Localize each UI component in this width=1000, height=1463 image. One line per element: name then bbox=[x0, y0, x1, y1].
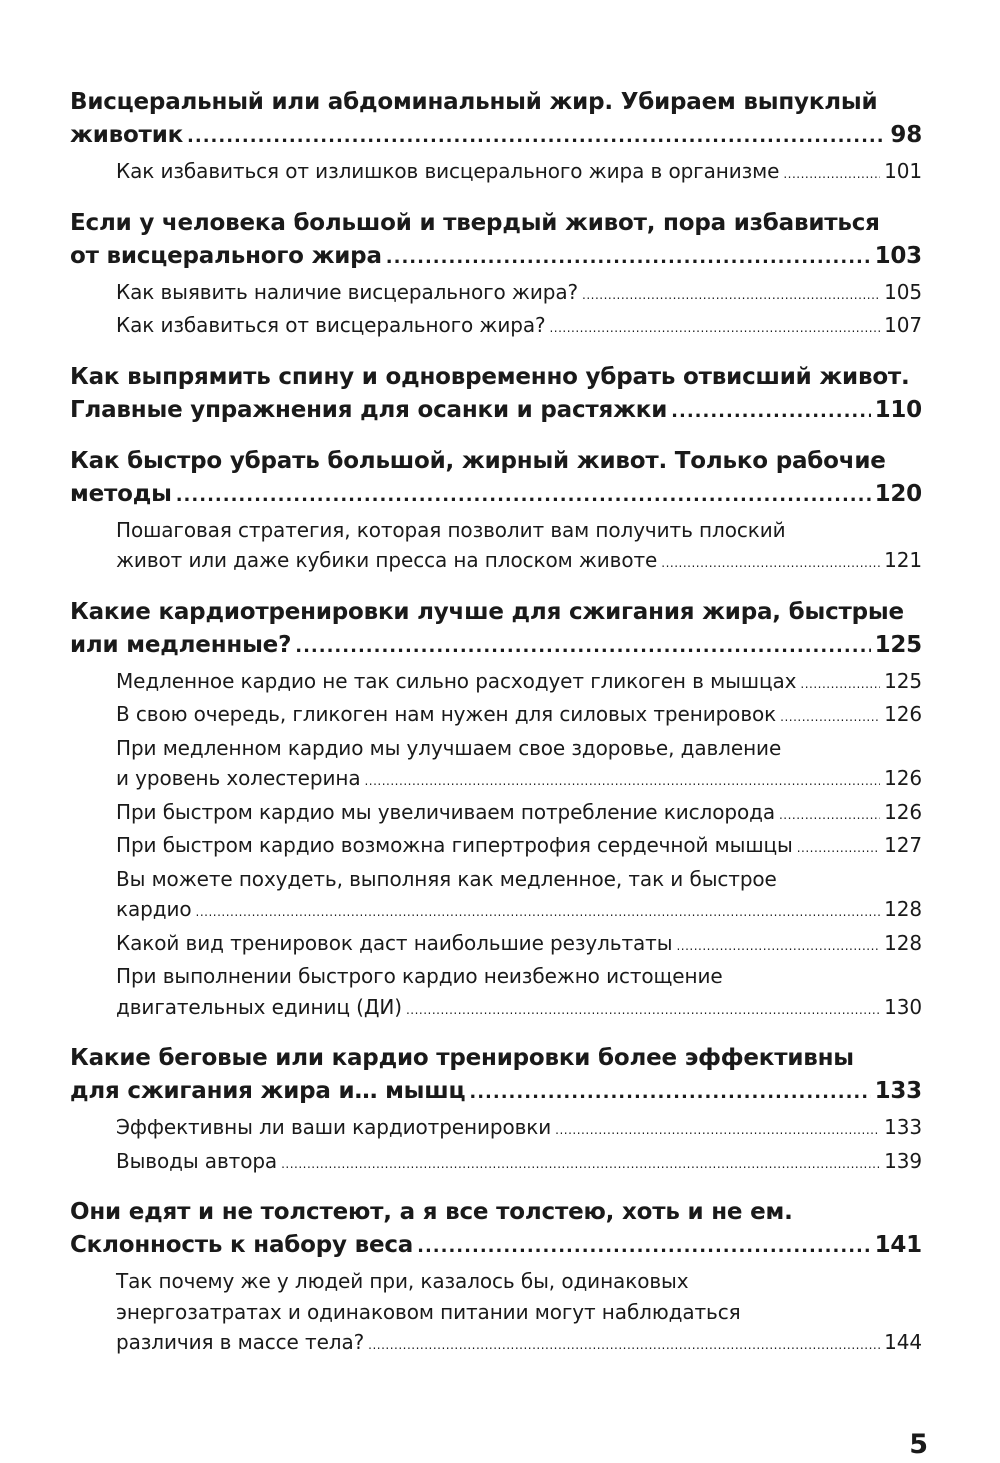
table-of-contents bbox=[70, 86, 922, 1378]
dot-leader bbox=[406, 995, 880, 1026]
dot-leader bbox=[797, 833, 880, 864]
entry-leader-line bbox=[116, 1146, 922, 1180]
toc-chapter bbox=[70, 207, 922, 344]
entry-leader-line bbox=[70, 240, 922, 274]
dot-leader bbox=[779, 800, 880, 831]
entry-title-line: живот или даже кубики пресса на плоском животе bbox=[116, 548, 658, 572]
entry-title-line: При быстром кардио возможна гипертрофия сердечной мышцы bbox=[116, 833, 793, 857]
entry-title-line: При быстром кардио мы увеличиваем потребление кислорода bbox=[116, 799, 775, 824]
entry-title-line: для сжигания жира и… мышц bbox=[70, 1078, 466, 1104]
entry-title-line: Если у человека большой и твердый живот, пора избавиться bbox=[70, 209, 880, 236]
entry-leader-line bbox=[116, 310, 922, 344]
section-entry bbox=[116, 699, 922, 733]
section-entry bbox=[116, 666, 922, 700]
dot-leader bbox=[469, 1076, 870, 1109]
entry-page-number: 126 bbox=[884, 702, 922, 726]
chapter-heading bbox=[70, 596, 922, 663]
entry-title-line: Эффективны ли ваши кардиотренировки bbox=[116, 1115, 552, 1139]
dot-leader bbox=[555, 1115, 880, 1146]
entry-leader-line bbox=[116, 830, 922, 864]
dot-leader bbox=[800, 669, 880, 700]
section-entry bbox=[116, 830, 922, 864]
entry-title-line: Так почему же у людей при, казалось бы, одинаковых bbox=[116, 1269, 689, 1293]
entry-page-number: 103 bbox=[874, 242, 922, 269]
entry-title-line: Вы можете похудеть, выполняя как медленное, так и быстрое bbox=[116, 866, 777, 891]
entry-page-number: 107 bbox=[884, 313, 922, 337]
entry-title-line: Пошаговая стратегия, которая позволит вам получить плоский bbox=[116, 517, 786, 542]
entry-title-line: Какие кардиотренировки лучше для сжигания жира, быстрые bbox=[70, 598, 904, 625]
dot-leader bbox=[368, 1330, 880, 1361]
chapter-heading bbox=[70, 445, 922, 512]
dot-leader bbox=[417, 1230, 870, 1263]
entry-leader-line bbox=[70, 394, 922, 428]
entry-leader-line bbox=[116, 1327, 922, 1361]
toc-chapter bbox=[70, 361, 922, 428]
dot-leader bbox=[386, 241, 871, 274]
entry-page-number: 120 bbox=[874, 480, 922, 507]
dot-leader bbox=[176, 479, 871, 512]
section-entry bbox=[116, 1266, 922, 1361]
entry-title-line: Они едят и не толстеют, а я все толстею, хоть и не ем. bbox=[70, 1199, 793, 1225]
entry-leader-line bbox=[116, 797, 922, 831]
entry-title-line: кардио bbox=[116, 897, 192, 921]
entry-title-line: Как быстро убрать большой, жирный живот. Только рабочие bbox=[70, 447, 886, 474]
entry-page-number: 139 bbox=[884, 1148, 922, 1173]
entry-page-number: 127 bbox=[884, 833, 922, 857]
entry-title-line: Как выявить наличие висцерального жира? bbox=[116, 279, 578, 304]
entry-title-line: Медленное кардио не так сильно расходует гликоген в мышцах bbox=[116, 668, 797, 693]
dot-leader bbox=[671, 395, 870, 428]
entry-title-line: Склонность к набору веса bbox=[70, 1232, 414, 1258]
entry-leader-line bbox=[70, 478, 922, 512]
toc-chapter bbox=[70, 1196, 922, 1361]
dot-leader bbox=[582, 280, 880, 311]
entry-page-number: 125 bbox=[884, 668, 922, 693]
section-entry bbox=[116, 310, 922, 344]
entry-title-line: или медленные? bbox=[70, 631, 292, 658]
dot-leader bbox=[661, 548, 880, 579]
entry-title-line: от висцерального жира bbox=[70, 242, 382, 269]
entry-page-number: 126 bbox=[884, 766, 922, 790]
dot-leader bbox=[295, 630, 870, 663]
toc-chapter bbox=[70, 596, 922, 1026]
entry-page-number: 141 bbox=[874, 1232, 922, 1258]
entry-leader-line bbox=[116, 1112, 922, 1146]
entry-leader-line bbox=[116, 156, 922, 190]
entry-leader-line bbox=[70, 629, 922, 663]
entry-page-number: 125 bbox=[874, 631, 922, 658]
page-number: 5 bbox=[909, 1429, 928, 1460]
entry-leader-line bbox=[116, 763, 922, 797]
entry-leader-line bbox=[116, 699, 922, 733]
entry-leader-line bbox=[116, 992, 922, 1026]
entry-page-number: 110 bbox=[874, 396, 922, 423]
entry-title-line: Какие беговые или кардио тренировки более эффективны bbox=[70, 1045, 854, 1071]
entry-title-line: Какой вид тренировок даст наибольшие результаты bbox=[116, 930, 673, 955]
dot-leader bbox=[676, 931, 880, 962]
chapter-heading bbox=[70, 86, 922, 153]
section-entry bbox=[116, 1146, 922, 1180]
entry-title-line: методы bbox=[70, 480, 172, 507]
chapter-heading bbox=[70, 207, 922, 274]
toc-chapter bbox=[70, 86, 922, 190]
entry-title-line: Как избавиться от излишков висцерального жира в организме bbox=[116, 159, 780, 183]
entry-title-line: животик bbox=[70, 122, 184, 148]
entry-title-line: В свою очередь, гликоген нам нужен для силовых тренировок bbox=[116, 702, 777, 726]
entry-page-number: 101 bbox=[884, 159, 922, 183]
entry-page-number: 130 bbox=[884, 994, 922, 1019]
dot-leader bbox=[549, 313, 880, 344]
entry-title-line: энергозатратах и одинаковом питании могут наблюдаться bbox=[116, 1299, 741, 1324]
entry-title-line: Выводы автора bbox=[116, 1148, 278, 1173]
entry-title-line: и уровень холестерина bbox=[116, 766, 361, 790]
entry-leader-line bbox=[70, 1075, 922, 1109]
entry-leader-line bbox=[116, 894, 922, 928]
section-entry bbox=[116, 515, 922, 579]
entry-page-number: 98 bbox=[890, 122, 922, 148]
entry-leader-line bbox=[116, 928, 922, 962]
entry-leader-line bbox=[70, 119, 922, 153]
section-entry bbox=[116, 277, 922, 311]
entry-leader-line bbox=[116, 545, 922, 579]
chapter-heading bbox=[70, 1042, 922, 1109]
toc-chapter bbox=[70, 445, 922, 579]
dot-leader bbox=[187, 120, 886, 153]
entry-title-line: Как избавиться от висцерального жира? bbox=[116, 313, 546, 337]
dot-leader bbox=[780, 702, 880, 733]
dot-leader bbox=[783, 159, 880, 190]
entry-page-number: 133 bbox=[884, 1115, 922, 1139]
section-entry bbox=[116, 733, 922, 797]
entry-title-line: При медленном кардио мы улучшаем свое здоровье, давление bbox=[116, 735, 782, 760]
entry-page-number: 144 bbox=[884, 1330, 922, 1354]
chapter-heading bbox=[70, 361, 922, 428]
section-entry bbox=[116, 156, 922, 190]
entry-page-number: 105 bbox=[884, 279, 922, 304]
entry-title-line: Висцеральный или абдоминальный жир. Убираем выпуклый bbox=[70, 89, 878, 115]
entry-title-line: двигательных единиц (ДИ) bbox=[116, 994, 402, 1019]
entry-page-number: 128 bbox=[884, 930, 922, 955]
entry-page-number: 126 bbox=[884, 799, 922, 824]
section-entry bbox=[116, 797, 922, 831]
entry-page-number: 133 bbox=[874, 1078, 922, 1104]
entry-page-number: 128 bbox=[884, 897, 922, 921]
section-entry bbox=[116, 928, 922, 962]
entry-title-line: При выполнении быстрого кардио неизбежно истощение bbox=[116, 964, 723, 988]
dot-leader bbox=[364, 766, 880, 797]
entry-leader-line bbox=[70, 1229, 922, 1263]
section-entry bbox=[116, 864, 922, 928]
entry-leader-line bbox=[116, 277, 922, 311]
toc-chapter bbox=[70, 1042, 922, 1179]
entry-page-number: 121 bbox=[884, 548, 922, 572]
entry-title-line: Главные упражнения для осанки и растяжки bbox=[70, 396, 668, 423]
section-entry bbox=[116, 1112, 922, 1146]
entry-title-line: Как выпрямить спину и одновременно убрать отвисший живот. bbox=[70, 363, 910, 390]
entry-leader-line bbox=[116, 666, 922, 700]
dot-leader bbox=[196, 897, 881, 928]
entry-title-line: различия в массе тела? bbox=[116, 1330, 365, 1354]
dot-leader bbox=[281, 1149, 880, 1180]
chapter-heading bbox=[70, 1196, 922, 1263]
section-entry bbox=[116, 961, 922, 1025]
